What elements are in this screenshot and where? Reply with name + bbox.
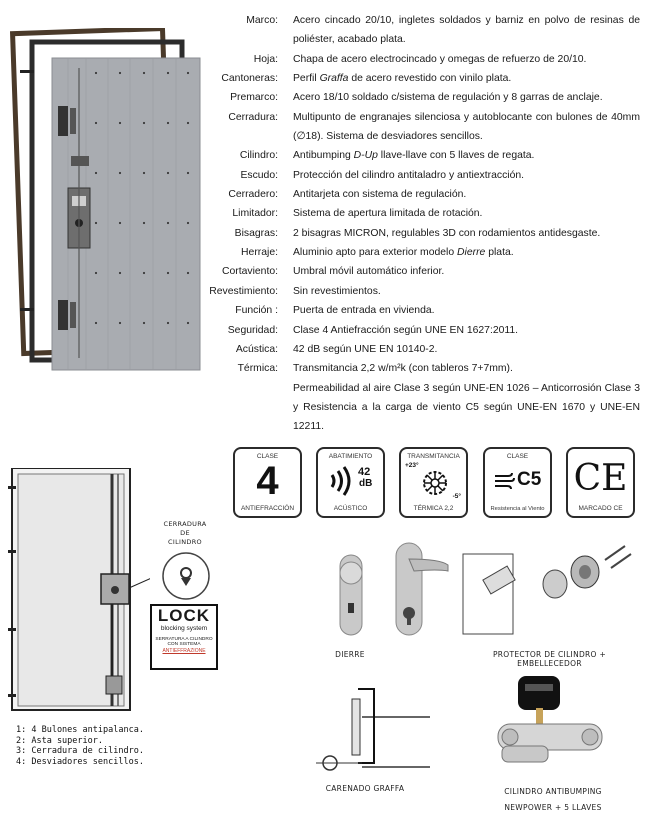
door-lock-diagram <box>8 468 150 718</box>
spec-label: Seguridad: <box>227 324 278 336</box>
spec-label: Función : <box>235 305 278 317</box>
spec-value: Sin revestimientos. <box>293 285 381 297</box>
spec-value: Puerta de entrada en vivienda. <box>293 305 435 317</box>
spec-label: Hoja: <box>253 53 278 65</box>
sound-waves-icon <box>328 465 354 497</box>
badge-caption: MARCADO CE <box>578 505 623 512</box>
carenado-graffa-drawing <box>312 685 432 775</box>
spec-label: Bisagras: <box>234 227 278 239</box>
spec-extra-text: Permeabilidad al aire Clase 3 según UNE-EN 1026 – Anticorrosión Clase 3 y Resistencia a la carga de viento C5 según UNE-EN 1670 y UNE-EN 12211. <box>293 382 640 433</box>
spec-value: Antitarjeta con sistema de regulación. <box>293 189 467 201</box>
spec-value: Clase 4 Antiefracción según UNE EN 1627:2011. <box>293 324 519 336</box>
legend-item: 4: Desviadores sencillos. <box>16 756 144 767</box>
spec-label: Térmica: <box>237 363 278 375</box>
badge-viento <box>483 447 552 518</box>
cylinder-protector-image <box>455 532 640 644</box>
badge-unit: dB <box>359 478 373 489</box>
legend-item: 2: Asta superior. <box>16 735 103 746</box>
spec-table <box>208 11 640 437</box>
spec-label: Acústica: <box>235 343 278 355</box>
lock-logo-title: LOCK <box>157 606 211 625</box>
caption-carenado: CARENADO GRAFFA <box>325 784 405 793</box>
badge-caption: Resistencia al Viento <box>490 506 545 512</box>
spec-value: Chapa de acero electrocincado y omegas de refuerzo de 20/10. <box>293 53 587 65</box>
spec-row-marco <box>208 11 640 50</box>
spec-label: Escudo: <box>240 169 278 181</box>
badge-caption: TÉRMICA 2,2 <box>413 505 454 512</box>
badge-caption: CLASE <box>256 453 279 460</box>
spec-value <box>278 243 640 262</box>
spec-value <box>278 146 640 165</box>
badge-acustico <box>316 447 385 518</box>
spec-value: Acero 18/10 soldado c/sistema de regulación y 8 garras de anclaje. <box>293 92 603 104</box>
lock-logo-desc: SERRATURA A CILINDRO CON SISTEMA <box>155 637 213 648</box>
spec-row-limitador <box>208 204 640 223</box>
spec-value: Umbral móvil automático inferior. <box>293 266 445 278</box>
spec-label: Cerradero: <box>228 189 278 201</box>
spec-value: Protección del cilindro antitaladro y antiextracción. <box>293 169 525 181</box>
badge-value: 4 <box>256 459 279 503</box>
badge-clase-4 <box>233 447 302 518</box>
lock-logo-red: ANTIEFFRAZIONE <box>162 647 206 654</box>
spec-row-seguridad <box>208 321 640 340</box>
spec-value <box>278 69 640 88</box>
legend-item: 1: 4 Bulones antipalanca. <box>16 725 144 735</box>
legend-item: 3: Cerradura de cilindro. <box>16 746 144 756</box>
caption-cilindro: CILINDRO ANTIBUMPING NEWPOWER + 5 LLAVES <box>504 787 602 812</box>
badge-caption: CLASE <box>506 453 529 460</box>
spec-row-hoja <box>208 50 640 69</box>
spec-value-emphasis: Graffa <box>319 73 349 85</box>
spec-row-cortaviento <box>208 262 640 281</box>
badge-value: C5 <box>517 469 542 490</box>
spec-value: 42 dB según UNE EN 10140-2. <box>293 343 438 355</box>
spec-value-text: plata. <box>485 247 514 259</box>
wind-icon <box>493 471 515 491</box>
spec-row-termica <box>208 359 640 378</box>
ce-mark: CE <box>573 458 628 499</box>
spec-label: Marco: <box>246 15 278 26</box>
spec-label: Cerradura: <box>228 111 278 123</box>
badge-caption: TRANSMITANCIA <box>407 453 460 460</box>
badge-caption: ANTIEFRACCIÓN <box>240 505 295 512</box>
spec-value-text: Antibumping <box>293 150 354 162</box>
spec-row-cerradero <box>208 185 640 204</box>
spec-label: Cortaviento: <box>221 266 278 278</box>
badge-temp-high: +23° <box>405 462 419 469</box>
spec-row-herraje <box>208 243 640 262</box>
spec-value-emphasis: D-Up <box>353 150 378 162</box>
spec-value-text: Aluminio apto para exterior modelo <box>293 247 458 259</box>
caption-protector: PROTECTOR DE CILINDRO + EMBELLECEDOR <box>492 650 607 668</box>
spec-row-funcion <box>208 301 640 320</box>
spec-value: Acero cincado 20/10, ingletes soldados y barniz en polvo de resinas de poliéster, acabado plata. <box>293 15 640 46</box>
diagram-legend <box>16 725 144 767</box>
spec-label: Limitador: <box>232 208 278 220</box>
spec-value: 2 bisagras MICRON, regulables 3D con rodamientos antidesgaste. <box>293 227 601 239</box>
badge-caption: ABATIMIENTO <box>328 453 373 460</box>
lock-logo-subtitle: blocking system <box>160 625 208 632</box>
lock-blocking-system-logo <box>150 604 218 670</box>
spec-row-cerradura <box>208 108 640 147</box>
badge-marcado-ce <box>566 447 635 518</box>
spec-value-text: llave-llave con 5 llaves de regata. <box>377 150 535 162</box>
dierre-handle-image <box>330 535 450 640</box>
spec-value-emphasis: Dierre <box>457 247 486 259</box>
thermal-icon <box>419 467 451 499</box>
cylinder-lock-detail <box>160 550 212 602</box>
spec-row-bisagras <box>208 224 640 243</box>
caption-dierre: DIERRE <box>335 650 365 659</box>
badge-value: 42 <box>358 466 371 478</box>
spec-value-text: Perfil <box>293 73 320 85</box>
cylinder-key-image <box>490 672 610 772</box>
spec-label: Cilindro: <box>239 150 278 162</box>
badge-caption: ACÚSTICO <box>333 505 368 512</box>
spec-value: Multipunto de engranajes silenciosa y autoblocante con bulones de 40mm (∅18). Sistema de desviadores sencillos. <box>293 111 640 143</box>
spec-row-escudo <box>208 166 640 185</box>
spec-row-acustica <box>208 340 640 359</box>
badge-temp-low: -5° <box>452 493 461 500</box>
spec-value: Transmitancia 2,2 w/m²k (con tableros 7+7mm). <box>293 363 513 375</box>
badge-termica <box>399 447 468 518</box>
cerradura-label: CERRADURA DE CILINDRO <box>163 520 207 546</box>
spec-row-cantoneras <box>208 69 640 88</box>
spec-label: Herraje: <box>241 247 278 259</box>
spec-label: Cantoneras: <box>221 73 278 85</box>
spec-row-cilindro <box>208 146 640 165</box>
spec-value: Sistema de apertura limitada de rotación. <box>293 208 483 220</box>
spec-label: Premarco: <box>230 92 278 104</box>
spec-row-revestimiento <box>208 282 640 301</box>
door-photo <box>8 28 204 373</box>
spec-value-text: de acero revestido con vinilo plata. <box>348 73 512 85</box>
spec-label: Revestimiento: <box>209 285 278 297</box>
spec-row-premarco <box>208 88 640 107</box>
